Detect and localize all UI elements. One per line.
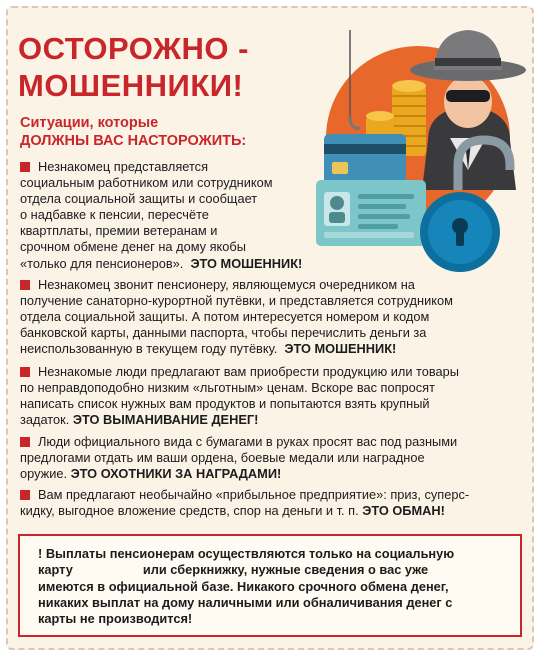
notice-line-2a: карту	[38, 562, 73, 578]
item-2-line-3: отдела социальной защиты. А потом интересуется номером и кодом	[20, 309, 430, 325]
notice-line-2b: или сберкнижку, нужные сведения о вас уже	[142, 562, 429, 578]
item-3-line-4: задаток.	[20, 412, 70, 428]
item-5-warning: ЭТО ОБМАН!	[362, 503, 445, 519]
redacted-blank	[73, 562, 143, 574]
item-5-line-1: Вам предлагают необычайно «прибыльное предприятие»: приз, суперс-	[38, 487, 470, 502]
item-2-line-5: неиспользованную в текущем году путёвку.	[20, 341, 278, 357]
warning-item-5	[20, 487, 469, 519]
item-3-line-2: по неправдоподобно низким «льготным» ценам. Вскоре вас попросят	[20, 380, 435, 396]
item-1-line-3: отдела социальной защиты и сообщает	[20, 191, 258, 207]
warning-item-1	[20, 159, 302, 272]
item-3-line-3: написать список нужных вам продуктов и попытаются взять крупный	[20, 396, 430, 412]
item-4-line-1: Люди официального вида с бумагами в руках просят вас под разными	[38, 434, 458, 449]
id-card-icon	[316, 180, 426, 246]
red-square-bullet-icon	[20, 367, 30, 377]
item-3-line-1: Незнакомые люди предлагают вам приобрести продукцию или товары	[38, 364, 459, 379]
subtitle-line-2: ДОЛЖНЫ ВАС НАСТОРОЖИТЬ:	[20, 133, 247, 149]
scam-illustration	[300, 20, 532, 282]
warning-item-2	[20, 277, 453, 357]
item-2-line-1: Незнакомец звонит пенсионеру, являющемуся очередником на	[38, 277, 415, 292]
credit-card-on-hook-icon	[324, 134, 406, 186]
item-2-line-4: банковской карты, данными паспорта, чтобы перечислить деньги за	[20, 325, 427, 341]
item-1-line-4: о надбавке к пенсии, пересчёте	[20, 207, 209, 223]
notice-line-1: ! Выплаты пенсионерам осуществляются только на социальную	[38, 546, 455, 561]
notice-line-5: карты не производится!	[38, 611, 193, 627]
title-line-2: МОШЕННИКИ!	[18, 68, 244, 103]
item-4-warning: ЭТО ОХОТНИКИ ЗА НАГРАДАМИ!	[70, 466, 282, 482]
item-1-line-5: квартплаты, премии ветеранам и	[20, 223, 218, 239]
item-1-line-1: Незнакомец представляется	[38, 159, 209, 174]
page-title	[18, 30, 298, 104]
item-4-line-2: предлогами отдать им ваши ордена, боевые медали или наградное	[20, 450, 425, 466]
notice-line-3: имеются в официальной базе. Никакого срочного обмена денег,	[38, 578, 449, 594]
warning-item-4	[20, 434, 457, 482]
item-1-line-2: социальным работником или сотрудником	[20, 175, 273, 191]
red-square-bullet-icon	[20, 437, 30, 447]
item-3-warning: ЭТО ВЫМАНИВАНИЕ ДЕНЕГ!	[72, 412, 259, 428]
subtitle	[20, 114, 246, 150]
red-square-bullet-icon	[20, 280, 30, 290]
item-2-warning: ЭТО МОШЕННИК!	[284, 341, 397, 357]
item-1-warning: ЭТО МОШЕННИК!	[190, 255, 303, 271]
title-line-1: ОСТОРОЖНО -	[18, 31, 249, 66]
item-1-line-7: «только для пенсионеров».	[20, 255, 184, 271]
red-square-bullet-icon	[20, 162, 30, 172]
item-4-line-3: оружие.	[20, 466, 68, 482]
item-1-line-6: срочном обмене денег на дому якобы	[20, 239, 246, 255]
warning-item-3	[20, 364, 459, 428]
notice-box	[18, 534, 522, 637]
notice-line-4: никаких выплат на дому наличными или обналичивания денег с	[38, 594, 453, 610]
subtitle-line-1: Ситуации, которые	[20, 115, 159, 131]
item-5-line-2: кидку, выгодное вложение средств, спор на деньги и т. п.	[20, 503, 359, 519]
item-2-line-2: получение санаторно-курортной путёвки, и представляется сотрудником	[20, 293, 453, 309]
red-square-bullet-icon	[20, 490, 30, 500]
